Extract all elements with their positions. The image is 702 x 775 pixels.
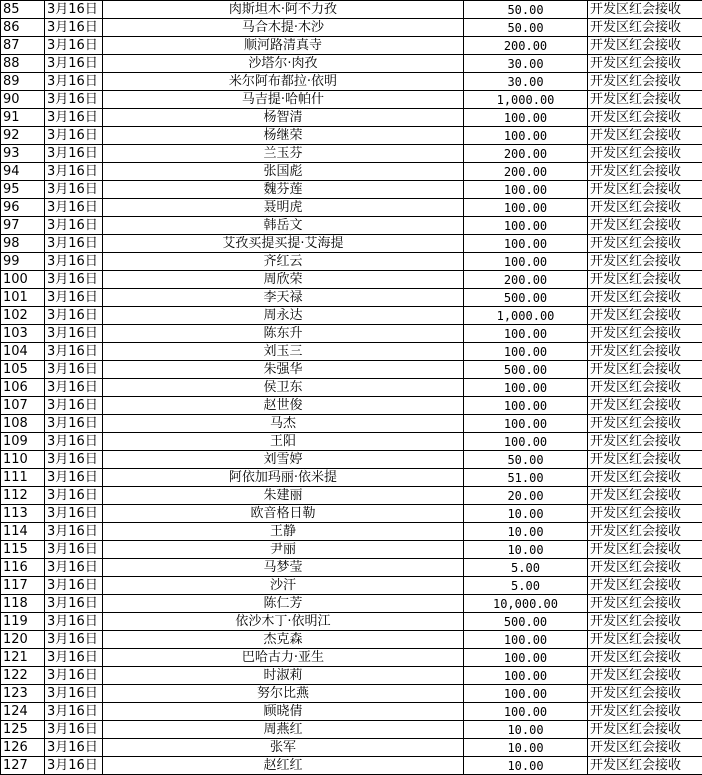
note-cell: 开发区红会接收 <box>588 19 702 37</box>
table-row <box>1 217 702 235</box>
table-body <box>1 1 702 775</box>
table-row <box>1 685 702 703</box>
table-row <box>1 739 702 757</box>
amount-cell: 10.00 <box>464 757 588 775</box>
amount-cell: 100.00 <box>464 433 588 451</box>
date-cell: 3月16日 <box>45 217 103 235</box>
amount-cell: 50.00 <box>464 451 588 469</box>
amount-cell: 10.00 <box>464 523 588 541</box>
table-row <box>1 271 702 289</box>
date-cell: 3月16日 <box>45 379 103 397</box>
note-cell: 开发区红会接收 <box>588 109 702 127</box>
table-row <box>1 1 702 19</box>
table-row <box>1 343 702 361</box>
row-number: 93 <box>1 145 45 163</box>
note-cell: 开发区红会接收 <box>588 37 702 55</box>
table-row <box>1 199 702 217</box>
row-number: 114 <box>1 523 45 541</box>
amount-cell: 200.00 <box>464 37 588 55</box>
donor-name-cell: 周欣荣 <box>103 271 464 289</box>
donor-name-cell: 马杰 <box>103 415 464 433</box>
donor-name-cell: 齐红云 <box>103 253 464 271</box>
date-cell: 3月16日 <box>45 685 103 703</box>
donor-name-cell: 刘雪婷 <box>103 451 464 469</box>
note-cell: 开发区红会接收 <box>588 289 702 307</box>
row-number: 99 <box>1 253 45 271</box>
table-row <box>1 37 702 55</box>
row-number: 104 <box>1 343 45 361</box>
row-number: 88 <box>1 55 45 73</box>
donor-name-cell: 米尔阿布都拉·依明 <box>103 73 464 91</box>
date-cell: 3月16日 <box>45 577 103 595</box>
table-row <box>1 55 702 73</box>
donor-name-cell: 努尔比燕 <box>103 685 464 703</box>
table-row <box>1 397 702 415</box>
amount-cell: 30.00 <box>464 73 588 91</box>
row-number: 117 <box>1 577 45 595</box>
donor-name-cell: 张军 <box>103 739 464 757</box>
donor-name-cell: 魏芬莲 <box>103 181 464 199</box>
amount-cell: 500.00 <box>464 613 588 631</box>
row-number: 86 <box>1 19 45 37</box>
table-row <box>1 433 702 451</box>
row-number: 106 <box>1 379 45 397</box>
row-number: 103 <box>1 325 45 343</box>
table-row <box>1 181 702 199</box>
table-row <box>1 595 702 613</box>
amount-cell: 500.00 <box>464 289 588 307</box>
amount-cell: 100.00 <box>464 631 588 649</box>
amount-cell: 100.00 <box>464 667 588 685</box>
row-number: 98 <box>1 235 45 253</box>
amount-cell: 30.00 <box>464 55 588 73</box>
date-cell: 3月16日 <box>45 559 103 577</box>
donor-name-cell: 马梦莹 <box>103 559 464 577</box>
date-cell: 3月16日 <box>45 487 103 505</box>
note-cell: 开发区红会接收 <box>588 757 702 775</box>
table-row <box>1 109 702 127</box>
note-cell: 开发区红会接收 <box>588 145 702 163</box>
note-cell: 开发区红会接收 <box>588 451 702 469</box>
note-cell: 开发区红会接收 <box>588 667 702 685</box>
row-number: 116 <box>1 559 45 577</box>
donor-name-cell: 时淑莉 <box>103 667 464 685</box>
donor-name-cell: 张国彪 <box>103 163 464 181</box>
amount-cell: 10.00 <box>464 739 588 757</box>
amount-cell: 200.00 <box>464 163 588 181</box>
row-number: 90 <box>1 91 45 109</box>
amount-cell: 50.00 <box>464 19 588 37</box>
table-row <box>1 307 702 325</box>
row-number: 97 <box>1 217 45 235</box>
note-cell: 开发区红会接收 <box>588 271 702 289</box>
row-number: 89 <box>1 73 45 91</box>
table-row <box>1 667 702 685</box>
note-cell: 开发区红会接收 <box>588 253 702 271</box>
table-row <box>1 541 702 559</box>
date-cell: 3月16日 <box>45 343 103 361</box>
donor-name-cell: 韩岳文 <box>103 217 464 235</box>
donor-name-cell: 依沙木丁·依明江 <box>103 613 464 631</box>
row-number: 121 <box>1 649 45 667</box>
note-cell: 开发区红会接收 <box>588 181 702 199</box>
table-row <box>1 127 702 145</box>
donor-name-cell: 王静 <box>103 523 464 541</box>
donor-name-cell: 阿依加玛丽·依米提 <box>103 469 464 487</box>
date-cell: 3月16日 <box>45 1 103 19</box>
amount-cell: 10.00 <box>464 505 588 523</box>
note-cell: 开发区红会接收 <box>588 343 702 361</box>
date-cell: 3月16日 <box>45 127 103 145</box>
table-row <box>1 163 702 181</box>
amount-cell: 500.00 <box>464 361 588 379</box>
table-row <box>1 325 702 343</box>
donor-name-cell: 欧音格日勒 <box>103 505 464 523</box>
date-cell: 3月16日 <box>45 469 103 487</box>
amount-cell: 100.00 <box>464 397 588 415</box>
row-number: 112 <box>1 487 45 505</box>
amount-cell: 51.00 <box>464 469 588 487</box>
note-cell: 开发区红会接收 <box>588 307 702 325</box>
table-row <box>1 559 702 577</box>
donor-name-cell: 顺河路清真寺 <box>103 37 464 55</box>
note-cell: 开发区红会接收 <box>588 433 702 451</box>
amount-cell: 100.00 <box>464 217 588 235</box>
donor-name-cell: 肉斯坦木·阿不力孜 <box>103 1 464 19</box>
donor-name-cell: 聂明虎 <box>103 199 464 217</box>
row-number: 107 <box>1 397 45 415</box>
amount-cell: 100.00 <box>464 415 588 433</box>
note-cell: 开发区红会接收 <box>588 721 702 739</box>
row-number: 125 <box>1 721 45 739</box>
row-number: 127 <box>1 757 45 775</box>
table-row <box>1 721 702 739</box>
note-cell: 开发区红会接收 <box>588 739 702 757</box>
row-number: 113 <box>1 505 45 523</box>
date-cell: 3月16日 <box>45 181 103 199</box>
note-cell: 开发区红会接收 <box>588 505 702 523</box>
note-cell: 开发区红会接收 <box>588 1 702 19</box>
row-number: 109 <box>1 433 45 451</box>
note-cell: 开发区红会接收 <box>588 199 702 217</box>
note-cell: 开发区红会接收 <box>588 55 702 73</box>
row-number: 126 <box>1 739 45 757</box>
donor-name-cell: 巴哈古力·亚生 <box>103 649 464 667</box>
donor-name-cell: 陈仁芳 <box>103 595 464 613</box>
amount-cell: 5.00 <box>464 577 588 595</box>
row-number: 92 <box>1 127 45 145</box>
donor-name-cell: 侯卫东 <box>103 379 464 397</box>
date-cell: 3月16日 <box>45 73 103 91</box>
table-row <box>1 703 702 721</box>
note-cell: 开发区红会接收 <box>588 163 702 181</box>
table-row <box>1 469 702 487</box>
date-cell: 3月16日 <box>45 523 103 541</box>
amount-cell: 100.00 <box>464 253 588 271</box>
note-cell: 开发区红会接收 <box>588 91 702 109</box>
donor-name-cell: 沙塔尔·肉孜 <box>103 55 464 73</box>
row-number: 111 <box>1 469 45 487</box>
amount-cell: 1,000.00 <box>464 307 588 325</box>
donor-name-cell: 周燕红 <box>103 721 464 739</box>
note-cell: 开发区红会接收 <box>588 595 702 613</box>
date-cell: 3月16日 <box>45 109 103 127</box>
date-cell: 3月16日 <box>45 163 103 181</box>
row-number: 96 <box>1 199 45 217</box>
table-row <box>1 487 702 505</box>
note-cell: 开发区红会接收 <box>588 127 702 145</box>
date-cell: 3月16日 <box>45 631 103 649</box>
date-cell: 3月16日 <box>45 703 103 721</box>
row-number: 100 <box>1 271 45 289</box>
date-cell: 3月16日 <box>45 361 103 379</box>
date-cell: 3月16日 <box>45 415 103 433</box>
date-cell: 3月16日 <box>45 739 103 757</box>
donor-name-cell: 赵世俊 <box>103 397 464 415</box>
date-cell: 3月16日 <box>45 91 103 109</box>
date-cell: 3月16日 <box>45 433 103 451</box>
donor-name-cell: 刘玉三 <box>103 343 464 361</box>
table-row <box>1 649 702 667</box>
table-row <box>1 19 702 37</box>
amount-cell: 100.00 <box>464 649 588 667</box>
note-cell: 开发区红会接收 <box>588 469 702 487</box>
note-cell: 开发区红会接收 <box>588 217 702 235</box>
note-cell: 开发区红会接收 <box>588 559 702 577</box>
note-cell: 开发区红会接收 <box>588 73 702 91</box>
note-cell: 开发区红会接收 <box>588 415 702 433</box>
date-cell: 3月16日 <box>45 397 103 415</box>
date-cell: 3月16日 <box>45 649 103 667</box>
date-cell: 3月16日 <box>45 325 103 343</box>
donor-name-cell: 马吉提·哈帕什 <box>103 91 464 109</box>
date-cell: 3月16日 <box>45 307 103 325</box>
amount-cell: 10.00 <box>464 541 588 559</box>
amount-cell: 100.00 <box>464 685 588 703</box>
amount-cell: 50.00 <box>464 1 588 19</box>
date-cell: 3月16日 <box>45 37 103 55</box>
row-number: 94 <box>1 163 45 181</box>
row-number: 85 <box>1 1 45 19</box>
date-cell: 3月16日 <box>45 199 103 217</box>
row-number: 120 <box>1 631 45 649</box>
amount-cell: 100.00 <box>464 343 588 361</box>
donor-name-cell: 朱强华 <box>103 361 464 379</box>
donor-name-cell: 兰玉芬 <box>103 145 464 163</box>
donor-name-cell: 王阳 <box>103 433 464 451</box>
note-cell: 开发区红会接收 <box>588 523 702 541</box>
row-number: 118 <box>1 595 45 613</box>
note-cell: 开发区红会接收 <box>588 235 702 253</box>
donor-name-cell: 顾晓倩 <box>103 703 464 721</box>
amount-cell: 100.00 <box>464 127 588 145</box>
row-number: 102 <box>1 307 45 325</box>
table-row <box>1 613 702 631</box>
donor-name-cell: 艾孜买提买提·艾海提 <box>103 235 464 253</box>
donor-name-cell: 马合木提·木沙 <box>103 19 464 37</box>
row-number: 108 <box>1 415 45 433</box>
amount-cell: 200.00 <box>464 271 588 289</box>
date-cell: 3月16日 <box>45 271 103 289</box>
table-row <box>1 361 702 379</box>
donor-name-cell: 李天禄 <box>103 289 464 307</box>
date-cell: 3月16日 <box>45 19 103 37</box>
note-cell: 开发区红会接收 <box>588 703 702 721</box>
amount-cell: 1,000.00 <box>464 91 588 109</box>
table-row <box>1 505 702 523</box>
row-number: 105 <box>1 361 45 379</box>
date-cell: 3月16日 <box>45 757 103 775</box>
row-number: 119 <box>1 613 45 631</box>
amount-cell: 100.00 <box>464 109 588 127</box>
note-cell: 开发区红会接收 <box>588 613 702 631</box>
row-number: 115 <box>1 541 45 559</box>
date-cell: 3月16日 <box>45 55 103 73</box>
donor-name-cell: 尹丽 <box>103 541 464 559</box>
amount-cell: 5.00 <box>464 559 588 577</box>
note-cell: 开发区红会接收 <box>588 379 702 397</box>
amount-cell: 100.00 <box>464 199 588 217</box>
note-cell: 开发区红会接收 <box>588 397 702 415</box>
date-cell: 3月16日 <box>45 541 103 559</box>
donor-name-cell: 杰克森 <box>103 631 464 649</box>
note-cell: 开发区红会接收 <box>588 541 702 559</box>
donor-name-cell: 朱建丽 <box>103 487 464 505</box>
amount-cell: 10,000.00 <box>464 595 588 613</box>
table-row <box>1 451 702 469</box>
date-cell: 3月16日 <box>45 253 103 271</box>
table-row <box>1 415 702 433</box>
amount-cell: 100.00 <box>464 379 588 397</box>
row-number: 95 <box>1 181 45 199</box>
table-row <box>1 523 702 541</box>
date-cell: 3月16日 <box>45 505 103 523</box>
donor-name-cell: 杨继荣 <box>103 127 464 145</box>
note-cell: 开发区红会接收 <box>588 649 702 667</box>
row-number: 122 <box>1 667 45 685</box>
donor-name-cell: 沙汗 <box>103 577 464 595</box>
amount-cell: 100.00 <box>464 235 588 253</box>
note-cell: 开发区红会接收 <box>588 325 702 343</box>
row-number: 101 <box>1 289 45 307</box>
table-row <box>1 73 702 91</box>
amount-cell: 10.00 <box>464 721 588 739</box>
date-cell: 3月16日 <box>45 595 103 613</box>
table-row <box>1 631 702 649</box>
amount-cell: 20.00 <box>464 487 588 505</box>
date-cell: 3月16日 <box>45 145 103 163</box>
table-row <box>1 235 702 253</box>
donor-name-cell: 赵红红 <box>103 757 464 775</box>
table-row <box>1 757 702 775</box>
note-cell: 开发区红会接收 <box>588 487 702 505</box>
donor-name-cell: 周永达 <box>103 307 464 325</box>
date-cell: 3月16日 <box>45 613 103 631</box>
row-number: 124 <box>1 703 45 721</box>
table-row <box>1 379 702 397</box>
note-cell: 开发区红会接收 <box>588 577 702 595</box>
date-cell: 3月16日 <box>45 721 103 739</box>
table-row <box>1 253 702 271</box>
date-cell: 3月16日 <box>45 451 103 469</box>
table-row <box>1 91 702 109</box>
note-cell: 开发区红会接收 <box>588 685 702 703</box>
table-row <box>1 145 702 163</box>
row-number: 110 <box>1 451 45 469</box>
amount-cell: 200.00 <box>464 145 588 163</box>
row-number: 91 <box>1 109 45 127</box>
row-number: 123 <box>1 685 45 703</box>
note-cell: 开发区红会接收 <box>588 631 702 649</box>
note-cell: 开发区红会接收 <box>588 361 702 379</box>
date-cell: 3月16日 <box>45 667 103 685</box>
amount-cell: 100.00 <box>464 325 588 343</box>
table-row <box>1 577 702 595</box>
amount-cell: 100.00 <box>464 703 588 721</box>
donor-name-cell: 陈东升 <box>103 325 464 343</box>
date-cell: 3月16日 <box>45 235 103 253</box>
row-number: 87 <box>1 37 45 55</box>
donor-name-cell: 杨智清 <box>103 109 464 127</box>
date-cell: 3月16日 <box>45 289 103 307</box>
table-row <box>1 289 702 307</box>
amount-cell: 100.00 <box>464 181 588 199</box>
